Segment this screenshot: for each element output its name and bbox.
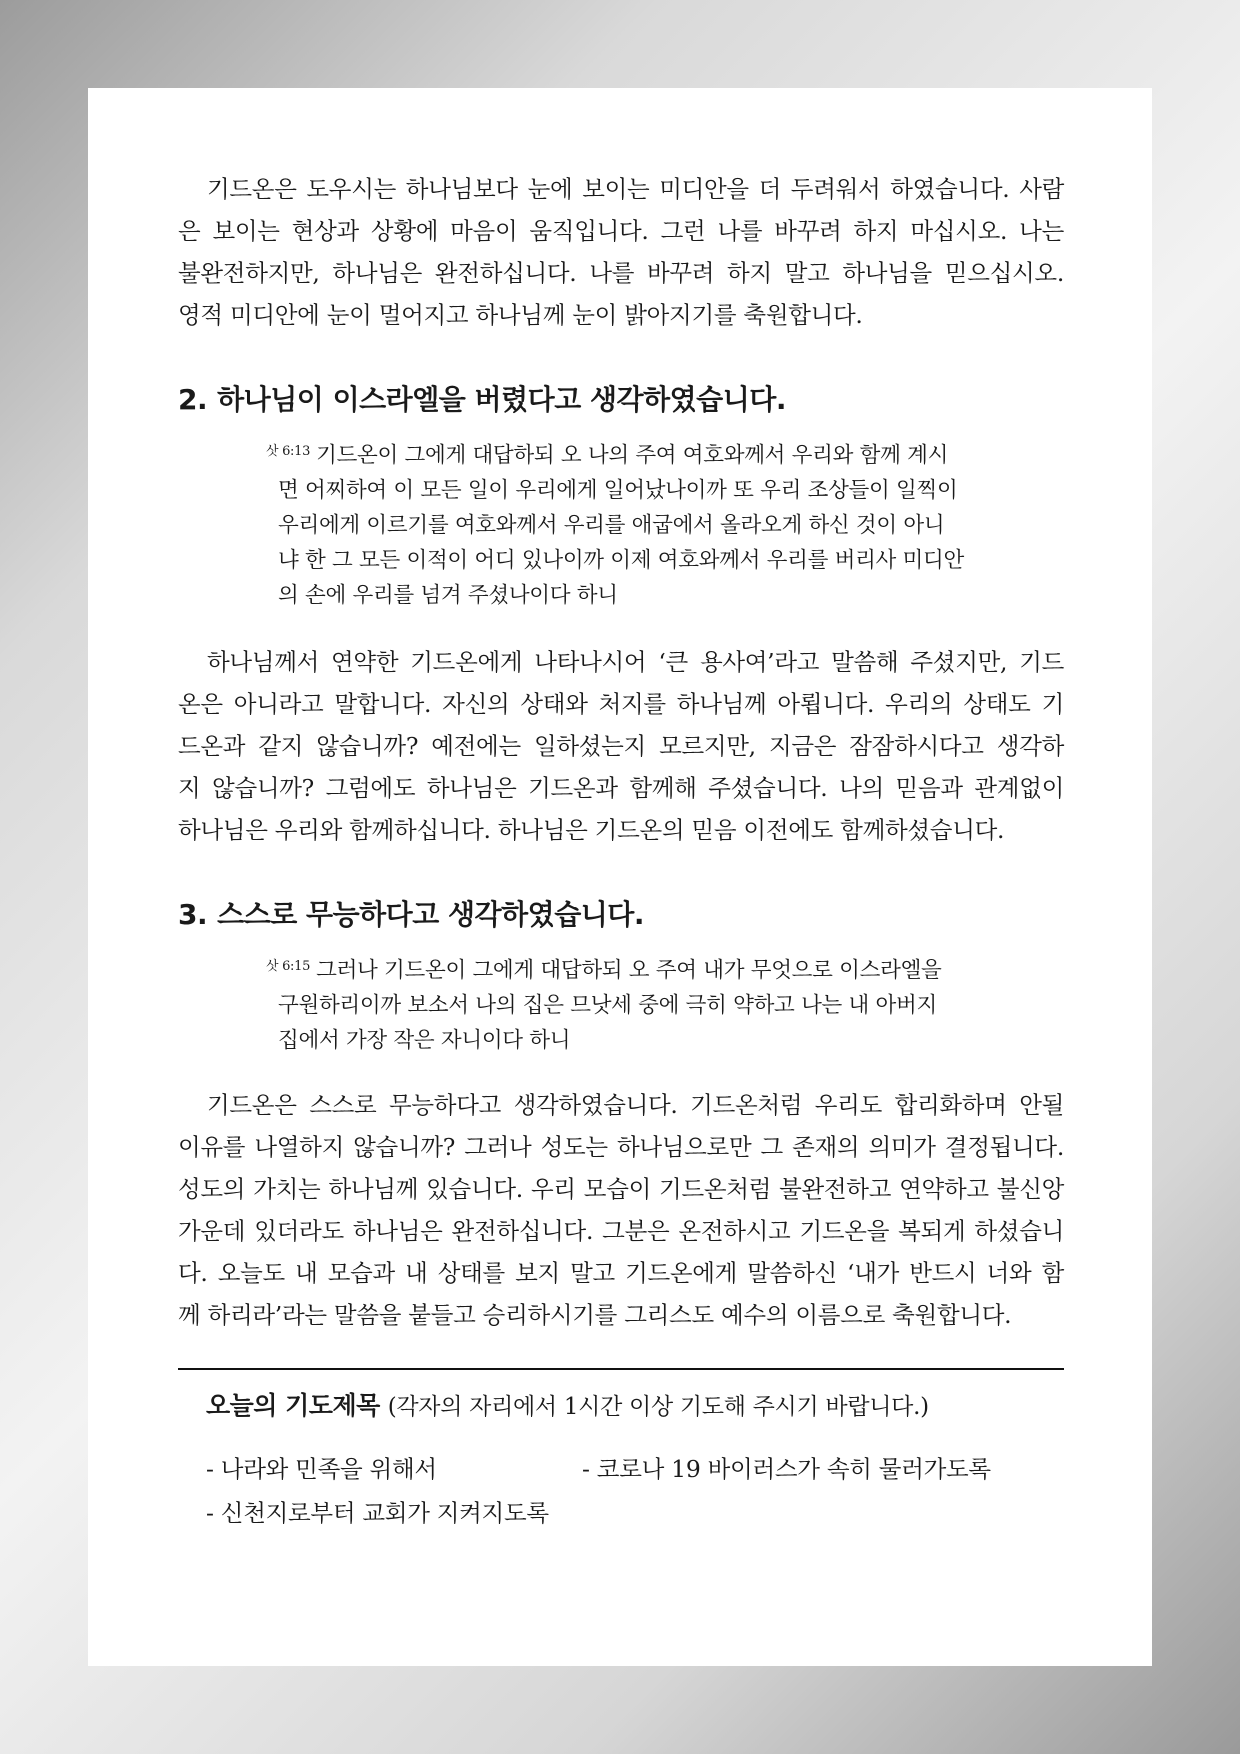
paragraph-line: 지 않습니까? 그럼에도 하나님은 기드온과 함께해 주셨습니다. 나의 믿음과 관계없이 [178,774,1064,802]
paragraph-line: 가운데 있더라도 하나님은 완전하십니다. 그분은 온전하시고 기드온을 복되게 하셨습니 [178,1217,1064,1245]
section-number: 2. [178,383,208,416]
verse-reference: 삿 6:13 [266,444,311,459]
section-title: 하나님이 이스라엘을 버렸다고 생각하였습니다. [217,383,786,416]
paragraph-line: 다. 오늘도 내 모습과 내 상태를 보지 말고 기드온에게 말씀하신 ‘내가 반드시 너와 함 [178,1259,1064,1287]
section-3-verse [266,949,992,1058]
paragraph-line: 하나님께서 연약한 기드온에게 나타나시어 ‘큰 용사여’라고 말씀해 주셨지만, 기드 [207,648,1064,676]
prayer-title [206,1386,1064,1427]
paragraph-line: 은 보이는 현상과 상황에 마음이 움직입니다. 그런 나를 바꾸려 하지 마십시오. 나는 [178,217,1064,245]
verse-line: 우리에게 이르기를 여호와께서 우리를 애굽에서 올라오게 하신 것이 아니 [278,513,945,538]
verse-line: 구원하리이까 보소서 나의 집은 므낫세 중에 극히 약하고 나는 내 아버지 [278,993,937,1018]
section-2-verse [266,434,992,613]
paragraph-line: 기드온은 스스로 무능하다고 생각하였습니다. 기드온처럼 우리도 합리화하며 안될 [207,1091,1064,1119]
verse-reference: 삿 6:15 [266,959,311,974]
document-page [88,88,1152,1666]
paragraph-line: 하나님은 우리와 함께하십니다. 하나님은 기드온의 믿음 이전에도 함께하셨습니다. [178,816,1005,844]
paragraph-line: 께 하리라’라는 말씀을 붙들고 승리하시기를 그리스도 예수의 이름으로 축원합니다. [178,1301,1012,1329]
paragraph-line: 온은 아니라고 말합니다. 자신의 상태와 처지를 하나님께 아룁니다. 우리의 상태도 기 [178,690,1064,718]
paragraph-line: 영적 미디안에 눈이 멀어지고 하나님께 눈이 밝아지기를 축원합니다. [178,301,863,329]
prayer-item: - 나라와 민족을 위해서 [206,1455,437,1483]
prayer-heading: 오늘의 기도제목 [206,1391,380,1420]
paragraph-line: 드온과 같지 않습니까? 예전에는 일하셨는지 모르지만, 지금은 잠잠하시다고 생각하 [178,732,1064,760]
section-number: 3. [178,898,208,931]
verse-line: 냐 한 그 모든 이적이 어디 있나이까 이제 여호와께서 우리를 버리사 미디안 [278,548,964,573]
verse-line: $^{삿 6:15}$ 그러나 기드온이 그에게 대답하되 오 주여 내가 무엇으로 이스라엘을 [266,958,942,983]
verse-line: 집에서 가장 작은 자니이다 하니 [278,1028,571,1053]
verse-line: 면 어찌하여 이 모든 일이 우리에게 일어났나이까 또 우리 조상들이 일찍이 [278,478,958,503]
prayer-note: (각자의 자리에서 1시간 이상 기도해 주시기 바랍니다.) [387,1394,929,1420]
prayer-item: - 코로나 19 바이러스가 속히 물러가도록 [582,1455,991,1483]
section-title: 스스로 무능하다고 생각하였습니다. [217,898,644,931]
paragraph-line: 이유를 나열하지 않습니까? 그러나 성도는 하나님으로만 그 존재의 의미가 결정됩니다. [178,1133,1064,1161]
verse-line: $^{삿 6:13}$ 기드온이 그에게 대답하되 오 나의 주여 여호와께서 우리와 함께 계시 [266,443,949,468]
paragraph-line: 성도의 가치는 하나님께 있습니다. 우리 모습이 기드온처럼 불완전하고 연약하고 불신앙 [178,1175,1064,1203]
section-3-paragraph [178,1084,1064,1336]
prayer-list [206,1447,1064,1535]
section-2-paragraph [178,641,1064,851]
section-2-heading [178,380,1064,420]
intro-paragraph [178,168,1064,336]
paragraph-line: 불완전하지만, 하나님은 완전하십니다. 나를 바꾸려 하지 말고 하나님을 믿으십시오. [178,259,1064,287]
prayer-item: - 신천지로부터 교회가 지켜지도록 [206,1499,549,1527]
paragraph-line: 기드온은 도우시는 하나님보다 눈에 보이는 미디안을 더 두려워서 하였습니다. 사람 [207,175,1064,203]
verse-line: 의 손에 우리를 넘겨 주셨나이다 하니 [278,583,618,608]
section-3-heading [178,895,1064,935]
